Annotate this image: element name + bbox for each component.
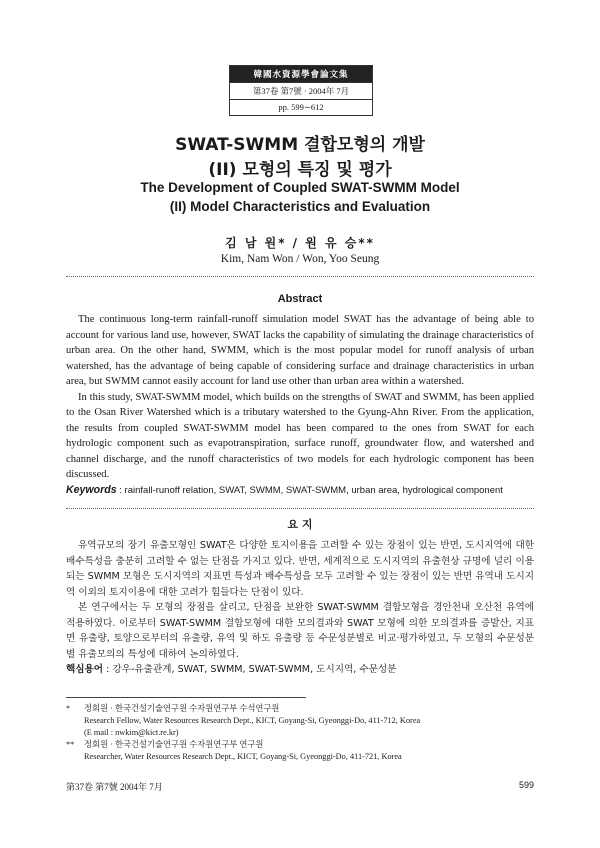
footnote-mark: * [66, 704, 71, 713]
journal-pages: pp. 599∼612 [230, 99, 372, 115]
footnote-1 [66, 703, 534, 739]
abstract-keywords [66, 483, 534, 499]
summary-korean-heading: 요 지 [287, 518, 313, 531]
authors-english: Kim, Nam Won / Won, Yoo Seung [220, 253, 380, 265]
title-korean-line1: SWAT-SWMM 결합모형의 개발 [175, 135, 425, 155]
korean-keywords-text: : 강우-유출관계, SWAT, SWMM, SWAT-SWMM, 도시지역, 수문성분 [103, 664, 397, 675]
footnote-english: Researcher, Water Resources Research Dept., KICT, Goyang-Si, Gyeonggi-Do, 411-721, Korea [84, 752, 402, 761]
divider-dotted [66, 276, 534, 277]
title-korean-line2: (II) 모형의 특징 및 평가 [208, 160, 392, 180]
abstract-paragraph-2: In this study, SWAT-SWMM model, which builds on the strengths of SWAT and SWMM, has been applied to the Osan River Watershed which is a tributary watershed to the Gyung-Ahn River. From the application, the results from coupled SWAT-SWMM model has been compared to the ones from SWAT for each hydrologic component such as evapotranspiration, surface runoff, groundwater flow, and watershed and channel discharge, and the runoff characteristics of two models for each hydrologic component has been discussed. [66, 391, 534, 480]
summary-korean-keywords [66, 662, 534, 678]
title-english-line2: (II) Model Characteristics and Evaluation [169, 199, 431, 214]
footnote-rule [66, 697, 306, 698]
authors-korean: 김 남 원* / 원 유 승** [225, 236, 375, 250]
summary-korean-paragraph-2: 본 연구에서는 두 모형의 장점을 살리고, 단점을 보완한 SWAT-SWMM 결합모형을 경안천내 오산천 유역에 적용하였다. 이로부터 SWAT-SWMM 결합모형에 대한 모의결과와 SWAT 모형에 의한 모의결과를 증발산, 지표면 유출량, 토양으로부터의 유출량, 유역 및 하도 유출량 등 수문성분별로 비교·평가하였고, 두 모형의 수문성분별 유출모의의 특성에 대하여 논의하였다. [66, 602, 534, 660]
footnote-2 [66, 739, 534, 763]
footnotes [66, 703, 534, 763]
keywords-label: Keywords [66, 483, 117, 496]
journal-issue: 第37卷 第7號 · 2004年 7月 [230, 82, 372, 99]
summary-korean-body [66, 538, 534, 678]
abstract-body [66, 312, 534, 498]
journal-header-box [229, 65, 373, 116]
footnote-mark: ** [66, 740, 75, 749]
korean-keywords-label: 핵심용어 [66, 664, 104, 675]
footnote-korean: 정회원 · 한국건설기술연구원 수자원연구부 수석연구원 [84, 704, 280, 713]
journal-name: 韓國水資源學會論文集 [230, 66, 372, 82]
divider-dotted [66, 508, 534, 509]
abstract-heading: Abstract [277, 293, 323, 305]
abstract-paragraph-1: The continuous long-term rainfall-runoff simulation model SWAT has the advantage of being able to account for various land use, however, SWAT lacks the capability of simulating the drainage characteristics of urban area. On the other hand, SWMM, which is the most popular model for runoff analysis of urban watershed, has the advantage of being capable of considering surface and drainage characteristics in urban area, but SWMM cannot easily account for land use other than urban area within a watershed. [66, 314, 534, 387]
footnote-english: Research Fellow, Water Resources Research Dept., KICT, Goyang-Si, Gyeonggi-Do, 411-712, Korea [84, 716, 421, 725]
summary-korean-paragraph-1: 유역규모의 장기 유출모형인 SWAT은 다양한 토지이용을 고려할 수 있는 장점이 있는 반면, 도시지역에 대한 배수특성을 충분히 고려할 수 없는 단점을 가지고 있다. 반면, 세계적으로 도시지역의 유출현상 규명에 널리 이용되는 SWMM 모형은 도시지역의 지표면 특성과 배수특성을 모두 고려할 수 있는 장점이 있는 반면 유역내 도시지역 이외의 토지이용에 대한 고려가 힘들다는 단점이 있다. [66, 540, 534, 598]
footnote-email: (E mail : nwkim@kict.re.kr) [84, 728, 179, 737]
footnote-korean: 정회원 · 한국건설기술연구원 수자원연구부 연구원 [84, 740, 264, 749]
page-number: 599 [518, 780, 534, 790]
footer-issue: 第37卷 第7號 2004年 7月 [66, 782, 163, 792]
keywords-text: : rainfall-runoff relation, SWAT, SWMM, SWAT-SWMM, urban area, hydrological component [116, 484, 503, 496]
title-english-line1: The Development of Coupled SWAT-SWMM Model [140, 180, 460, 195]
